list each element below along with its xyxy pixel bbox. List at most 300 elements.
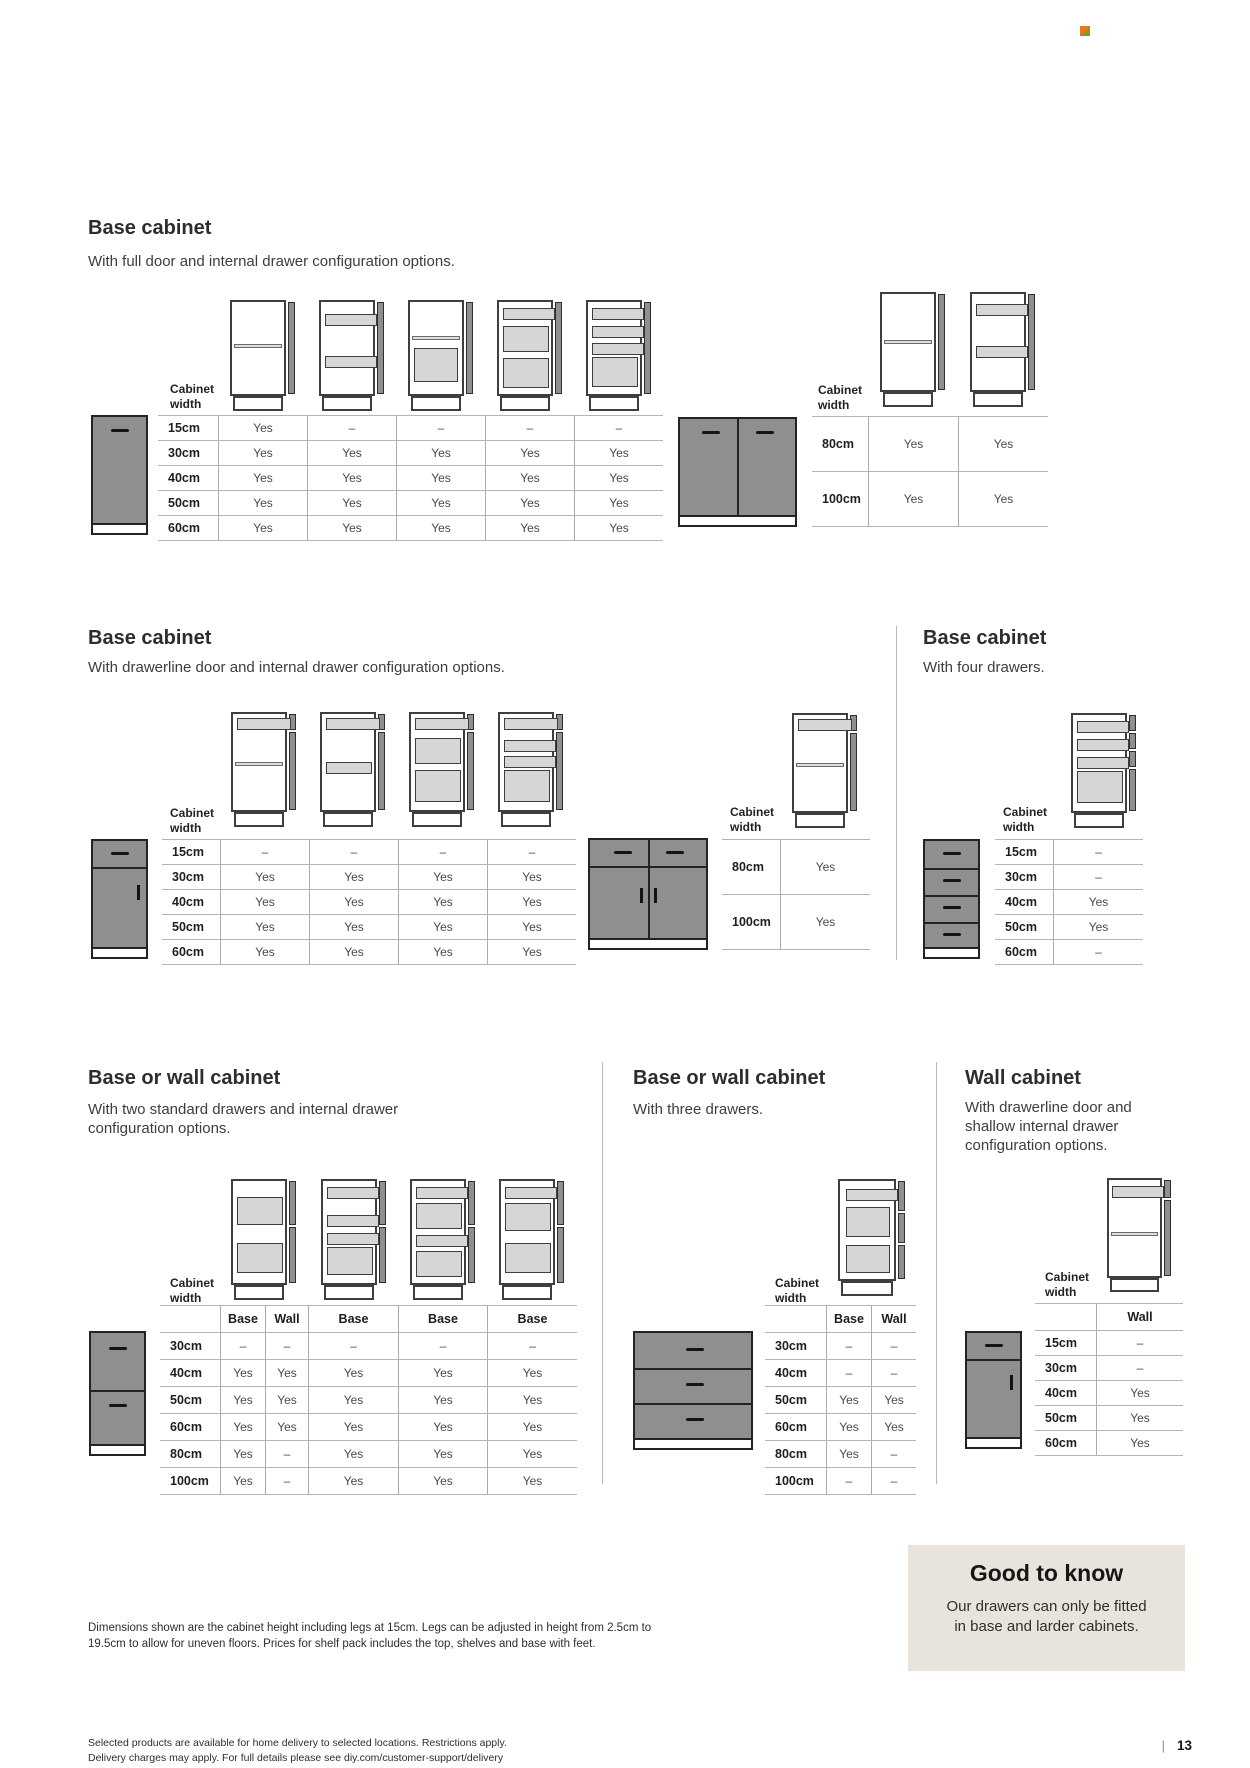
deep-drawer-icon [846,1245,890,1273]
plinth [91,947,148,959]
delivery-footnote-line1: Selected products are available for home delivery to selected locations. Restrictions apply. [88,1737,507,1749]
row-label: 40cm [172,895,204,909]
cell-value: Yes [485,441,574,465]
cell-value: Yes [826,1441,871,1467]
cabinet-width-label: Cabinet width [730,805,775,834]
cell-value: Yes [309,890,398,914]
availability-table-s1-main [158,415,663,541]
drawer-icon [504,718,558,730]
table-row [162,890,576,915]
row-label: 50cm [1005,920,1037,934]
door-icon [288,302,295,394]
drawer-divider [635,1403,751,1405]
availability-table-s3-mid [765,1305,916,1495]
drawer-icon [504,756,556,768]
door-icon [377,302,384,394]
table-row [162,915,576,940]
cell-value: Yes [487,1468,577,1494]
cell-value: – [826,1468,871,1494]
cell-value: Yes [218,441,307,465]
plinth [588,938,708,950]
cell-value: Yes [265,1414,308,1440]
row-label: 50cm [775,1393,807,1407]
handle-icon [111,852,129,855]
column-header: Base [487,1306,577,1332]
handle-icon [111,429,129,432]
drawer-icon [1077,739,1129,751]
row-label: 50cm [168,496,200,510]
availability-table-s2-main [162,839,576,965]
cabinet-diagram-drawer-two-deep [499,1179,565,1305]
table-row [995,890,1143,915]
good-to-know-line1: Our drawers can only be fitted [946,1598,1147,1615]
cabinet-diagram-two-internal-drawers [970,292,1036,410]
door-icon [1164,1200,1171,1276]
cell-value: Yes [398,915,487,939]
cabinet-diagram-drawerline-internal-drawer [320,712,386,830]
availability-table-s3-right [1035,1303,1183,1456]
drawer-divider [925,868,978,870]
row-label: 30cm [1045,1361,1077,1375]
cell-value: – [871,1360,916,1386]
cell-value: – [220,840,309,864]
cell-value: Yes [218,491,307,515]
bq-logo-mark-icon [1080,26,1090,36]
drawer-icon [846,1189,898,1201]
cabinet-width-label: Cabinet width [1003,805,1048,834]
deep-drawer-icon [415,770,461,802]
table-row [160,1414,577,1441]
drawer-icon [325,356,377,368]
table-header-row [765,1306,916,1333]
drawer-icon [503,308,555,320]
drawer-front-icon [1129,751,1136,767]
door-icon [938,294,945,390]
cell-value: Yes [826,1414,871,1440]
handle-icon [943,933,961,936]
cabinet-diagram-drawers-mixed [410,1179,476,1305]
deep-drawer-icon [1077,771,1123,803]
cell-value: Yes [574,491,663,515]
cell-value: – [574,416,663,440]
cell-value: Yes [396,441,485,465]
table-row [765,1333,916,1360]
handle-icon [137,885,140,900]
row-label: 50cm [170,1393,202,1407]
cell-value: Yes [868,417,958,471]
drawer-front-icon [557,1181,564,1225]
handle-icon [702,431,720,434]
cell-value: – [265,1468,308,1494]
base-cabinet-drawerline-photo [91,839,148,959]
table-row [160,1333,577,1360]
cell-value: Yes [307,516,396,540]
cell-value: Yes [220,1414,265,1440]
table-row [995,940,1143,965]
plinth [678,515,797,527]
drawer-front-icon [468,1227,475,1283]
row-label: 60cm [1045,1436,1077,1450]
cell-value: Yes [487,915,576,939]
table-row [995,915,1143,940]
cell-value: Yes [396,466,485,490]
cell-value: – [309,840,398,864]
row-label: 60cm [1005,945,1037,959]
page-number [1120,1738,1192,1753]
table-row [765,1360,916,1387]
plinth [965,1437,1022,1449]
cell-value: Yes [398,1414,487,1440]
cell-value: – [398,1333,487,1359]
door-divider [648,840,650,938]
cell-value: Yes [487,1441,577,1467]
handle-icon [686,1418,704,1421]
table-row [160,1387,577,1414]
table-row [1035,1431,1183,1456]
cell-value: Yes [308,1414,398,1440]
delivery-footnote [88,1736,648,1766]
drawer-icon [592,326,644,338]
cell-value: Yes [220,1441,265,1467]
handle-icon [1010,1375,1013,1390]
cabinet-diagram-three-drawers [838,1179,906,1299]
drawer-icon [327,1215,379,1227]
cell-value: Yes [308,1387,398,1413]
cabinet-diagram-drawers-internal [321,1179,387,1305]
drawer-front-icon [898,1245,905,1279]
cell-value: Yes [265,1360,308,1386]
cell-value: Yes [1053,890,1143,914]
row-label: 15cm [1045,1336,1077,1350]
section-divider [936,1062,937,1484]
cabinet-diagram-three-drawers-deep [586,300,652,412]
table-row [765,1441,916,1468]
cell-value: Yes [220,1468,265,1494]
cabinet-diagram-wall-drawerline [1107,1178,1172,1295]
cell-value: Yes [396,491,485,515]
drawer-front-icon [1129,733,1136,749]
door-icon [466,302,473,394]
table-row [158,516,663,541]
cell-value: Yes [309,940,398,964]
cell-value: Yes [487,1387,577,1413]
column-header: Base [220,1306,265,1332]
shelf-icon [235,762,283,766]
deep-drawer-icon [237,1197,283,1225]
table-row [158,416,663,441]
drawer-divider [93,867,146,869]
door-icon [556,732,563,810]
door-icon [1028,294,1035,390]
section2-subtitle: With drawerline door and internal drawer configuration options. [88,659,505,676]
table-row [812,472,1048,527]
drawer-icon [326,718,380,730]
deep-drawer-icon [414,348,458,382]
drawer-front-icon [289,1181,296,1225]
cabinet-diagram-drawer-two-deep [497,300,563,412]
availability-table-s2-right [995,839,1143,965]
deep-drawer-icon [237,1243,283,1273]
handle-icon [109,1404,127,1407]
base-cabinet-four-drawer-photo [923,839,980,959]
deep-drawer-icon [504,770,550,802]
table-row [722,840,870,895]
row-label: 30cm [168,446,200,460]
table-row [162,940,576,965]
cell-value: – [1096,1331,1183,1355]
drawer-front-icon [1164,1180,1171,1198]
cell-value: Yes [826,1387,871,1413]
cabinet-width-label: Cabinet width [775,1276,820,1305]
section3-right-subtitle: With drawerline door and shallow internal drawer configuration options. [965,1099,1132,1154]
cabinet-diagram-two-deep-drawers [231,1179,297,1305]
good-to-know-body [922,1597,1171,1637]
table-row [1035,1406,1183,1431]
table-row [162,865,576,890]
table-row [995,840,1143,865]
table-row [1035,1356,1183,1381]
door-icon [289,732,296,810]
cell-value: – [871,1441,916,1467]
availability-table-s2-mid [722,839,870,950]
cell-value: Yes [574,441,663,465]
cell-value: – [1053,940,1143,964]
drawer-icon [325,314,377,326]
cell-value: Yes [398,1441,487,1467]
plinth [923,947,980,959]
row-label: 40cm [775,1366,807,1380]
table-row [158,441,663,466]
handle-icon [109,1347,127,1350]
door-icon [378,732,385,810]
cell-value: – [265,1441,308,1467]
handle-icon [943,906,961,909]
cell-value: Yes [220,1360,265,1386]
section3-left-subtitle: With two standard drawers and internal drawer configuration options. [88,1101,399,1137]
drawer-divider [925,895,978,897]
row-label: 15cm [1005,845,1037,859]
handle-icon [666,851,684,854]
drawer-icon [976,346,1028,358]
cell-value: – [826,1333,871,1359]
drawer-front-icon [557,1227,564,1283]
cabinet-diagram-four-drawers [1071,713,1137,831]
cell-value: Yes [307,466,396,490]
deep-drawer-icon [846,1207,890,1237]
cell-value: Yes [487,1360,577,1386]
page-number-divider: | [1161,1738,1165,1753]
table-header-row [1035,1304,1183,1331]
drawer-icon [1077,721,1129,733]
row-label: 100cm [732,915,771,929]
dimensions-note: Dimensions shown are the cabinet height including legs at 15cm. Legs can be adjusted in height from 2.5cm to 19.5cm to allow for uneven floors. Prices for shelf pack includes the top, shelves and base with feet. [88,1622,652,1650]
cell-value: Yes [309,865,398,889]
section-divider [896,626,897,960]
door-divider [737,419,739,515]
cell-value: – [265,1333,308,1359]
cabinet-width-label: Cabinet width [170,806,215,835]
table-row [1035,1381,1183,1406]
cell-value: Yes [398,1468,487,1494]
cell-value: Yes [220,865,309,889]
section2-title: Base cabinet [88,627,212,649]
cell-value: – [871,1333,916,1359]
deep-drawer-icon [416,1251,462,1277]
section2-right-subtitle: With four drawers. [923,659,1045,676]
row-label: 50cm [1045,1411,1077,1425]
cabinet-width-label: Cabinet width [170,1276,215,1305]
table-row [160,1468,577,1495]
row-label: 100cm [822,492,861,506]
cell-value: Yes [780,840,870,894]
cell-value: Yes [309,915,398,939]
door-icon [850,733,857,811]
door-icon [467,732,474,810]
drawer-divider [925,922,978,924]
delivery-footnote-line2: Delivery charges may apply. For full details please see diy.com/customer-support/delivery [88,1752,504,1764]
table-row [765,1468,916,1495]
row-label: 100cm [170,1474,209,1488]
row-label: 30cm [1005,870,1037,884]
row-label: 60cm [775,1420,807,1434]
drawer-front-icon [289,1227,296,1283]
cell-value: Yes [307,441,396,465]
cabinet-width-label: Cabinet width [170,382,215,411]
drawer-icon [504,740,556,752]
row-label: 40cm [170,1366,202,1380]
cell-value: Yes [1053,915,1143,939]
cell-value: Yes [574,516,663,540]
drawer-icon [592,343,644,355]
row-label: 30cm [172,870,204,884]
row-label: 30cm [170,1339,202,1353]
drawer-icon [1077,757,1129,769]
shelf-icon [884,340,932,344]
cell-value: – [308,1333,398,1359]
table-row [160,1360,577,1387]
deep-drawer-icon [505,1243,551,1273]
cell-value: Yes [398,865,487,889]
handle-icon [686,1383,704,1386]
drawer-icon [326,762,372,774]
cabinet-diagram-drawerline-two-deep [409,712,475,830]
row-label: 40cm [1005,895,1037,909]
row-label: 15cm [168,421,200,435]
cell-value: Yes [958,472,1048,526]
cell-value: – [396,416,485,440]
table-row [995,865,1143,890]
cell-value: – [1053,865,1143,889]
cell-value: Yes [307,491,396,515]
row-label: 40cm [1045,1386,1077,1400]
availability-table-s3-left [160,1305,577,1495]
drawer-icon [1112,1186,1164,1198]
deep-drawer-icon [503,358,549,388]
drawer-icon [592,308,644,320]
row-label: 50cm [172,920,204,934]
deep-drawer-icon [415,738,461,764]
drawer-divider [635,1368,751,1370]
drawer-icon [416,1235,468,1247]
cell-value: – [1096,1356,1183,1380]
cell-value: Yes [220,915,309,939]
drawer-icon [415,718,469,730]
wall-cabinet-drawerline-photo [965,1331,1022,1449]
column-header: Base [398,1306,487,1332]
drawer-front-icon [1129,769,1136,811]
base-cabinet-full-door-photo [91,415,148,535]
drawer-icon [416,1187,468,1199]
two-drawer-cabinet-photo [89,1331,146,1456]
base-cabinet-double-door-photo [678,417,797,527]
good-to-know-line2: in base and larder cabinets. [954,1618,1139,1635]
drawer-icon [327,1187,379,1199]
drawer-front-icon [379,1227,386,1283]
handle-icon [756,431,774,434]
cell-value: Yes [1096,1431,1183,1455]
cell-value: Yes [871,1414,916,1440]
cell-value: Yes [398,890,487,914]
row-label: 60cm [168,521,200,535]
drawer-front-icon [898,1213,905,1243]
deep-drawer-icon [592,357,638,387]
cell-value: Yes [398,1387,487,1413]
handle-icon [686,1348,704,1351]
cell-value: – [487,840,576,864]
column-header: Wall [1096,1304,1183,1330]
cell-value: Yes [218,416,307,440]
row-label: 30cm [775,1339,807,1353]
section2-right-title: Base cabinet [923,627,1047,649]
cell-value: – [220,1333,265,1359]
table-row [162,840,576,865]
row-label: 80cm [170,1447,202,1461]
cell-value: Yes [218,516,307,540]
cabinet-diagram-drawerline-drawers-deep [498,712,564,830]
cell-value: Yes [308,1468,398,1494]
drawer-divider [91,1390,144,1392]
cabinet-diagram-full-door-shelf [230,300,296,412]
cell-value: Yes [308,1360,398,1386]
cell-value: – [1053,840,1143,864]
deep-drawer-icon [503,326,549,352]
table-header-row [160,1306,577,1333]
row-label: 80cm [732,860,764,874]
cell-value: Yes [868,472,958,526]
drawer-divider [967,1359,1020,1361]
row-label: 40cm [168,471,200,485]
table-row [722,895,870,950]
cell-value: Yes [218,466,307,490]
column-header: Base [826,1306,871,1332]
handle-icon [640,888,643,903]
column-header: Wall [871,1306,916,1332]
handle-icon [654,888,657,903]
cell-value: Yes [220,1387,265,1413]
table-row [158,491,663,516]
cabinet-width-label: Cabinet width [1045,1270,1090,1299]
cell-value: Yes [485,491,574,515]
cabinet-diagram-two-internal-drawers [319,300,385,412]
cell-value: Yes [308,1441,398,1467]
handle-icon [943,852,961,855]
drawer-icon [798,719,852,731]
cell-value: Yes [1096,1381,1183,1405]
shelf-icon [412,336,460,340]
cabinet-diagram-full-door-shelf [880,292,946,410]
shelf-icon [796,763,844,767]
shelf-icon [1111,1232,1158,1236]
